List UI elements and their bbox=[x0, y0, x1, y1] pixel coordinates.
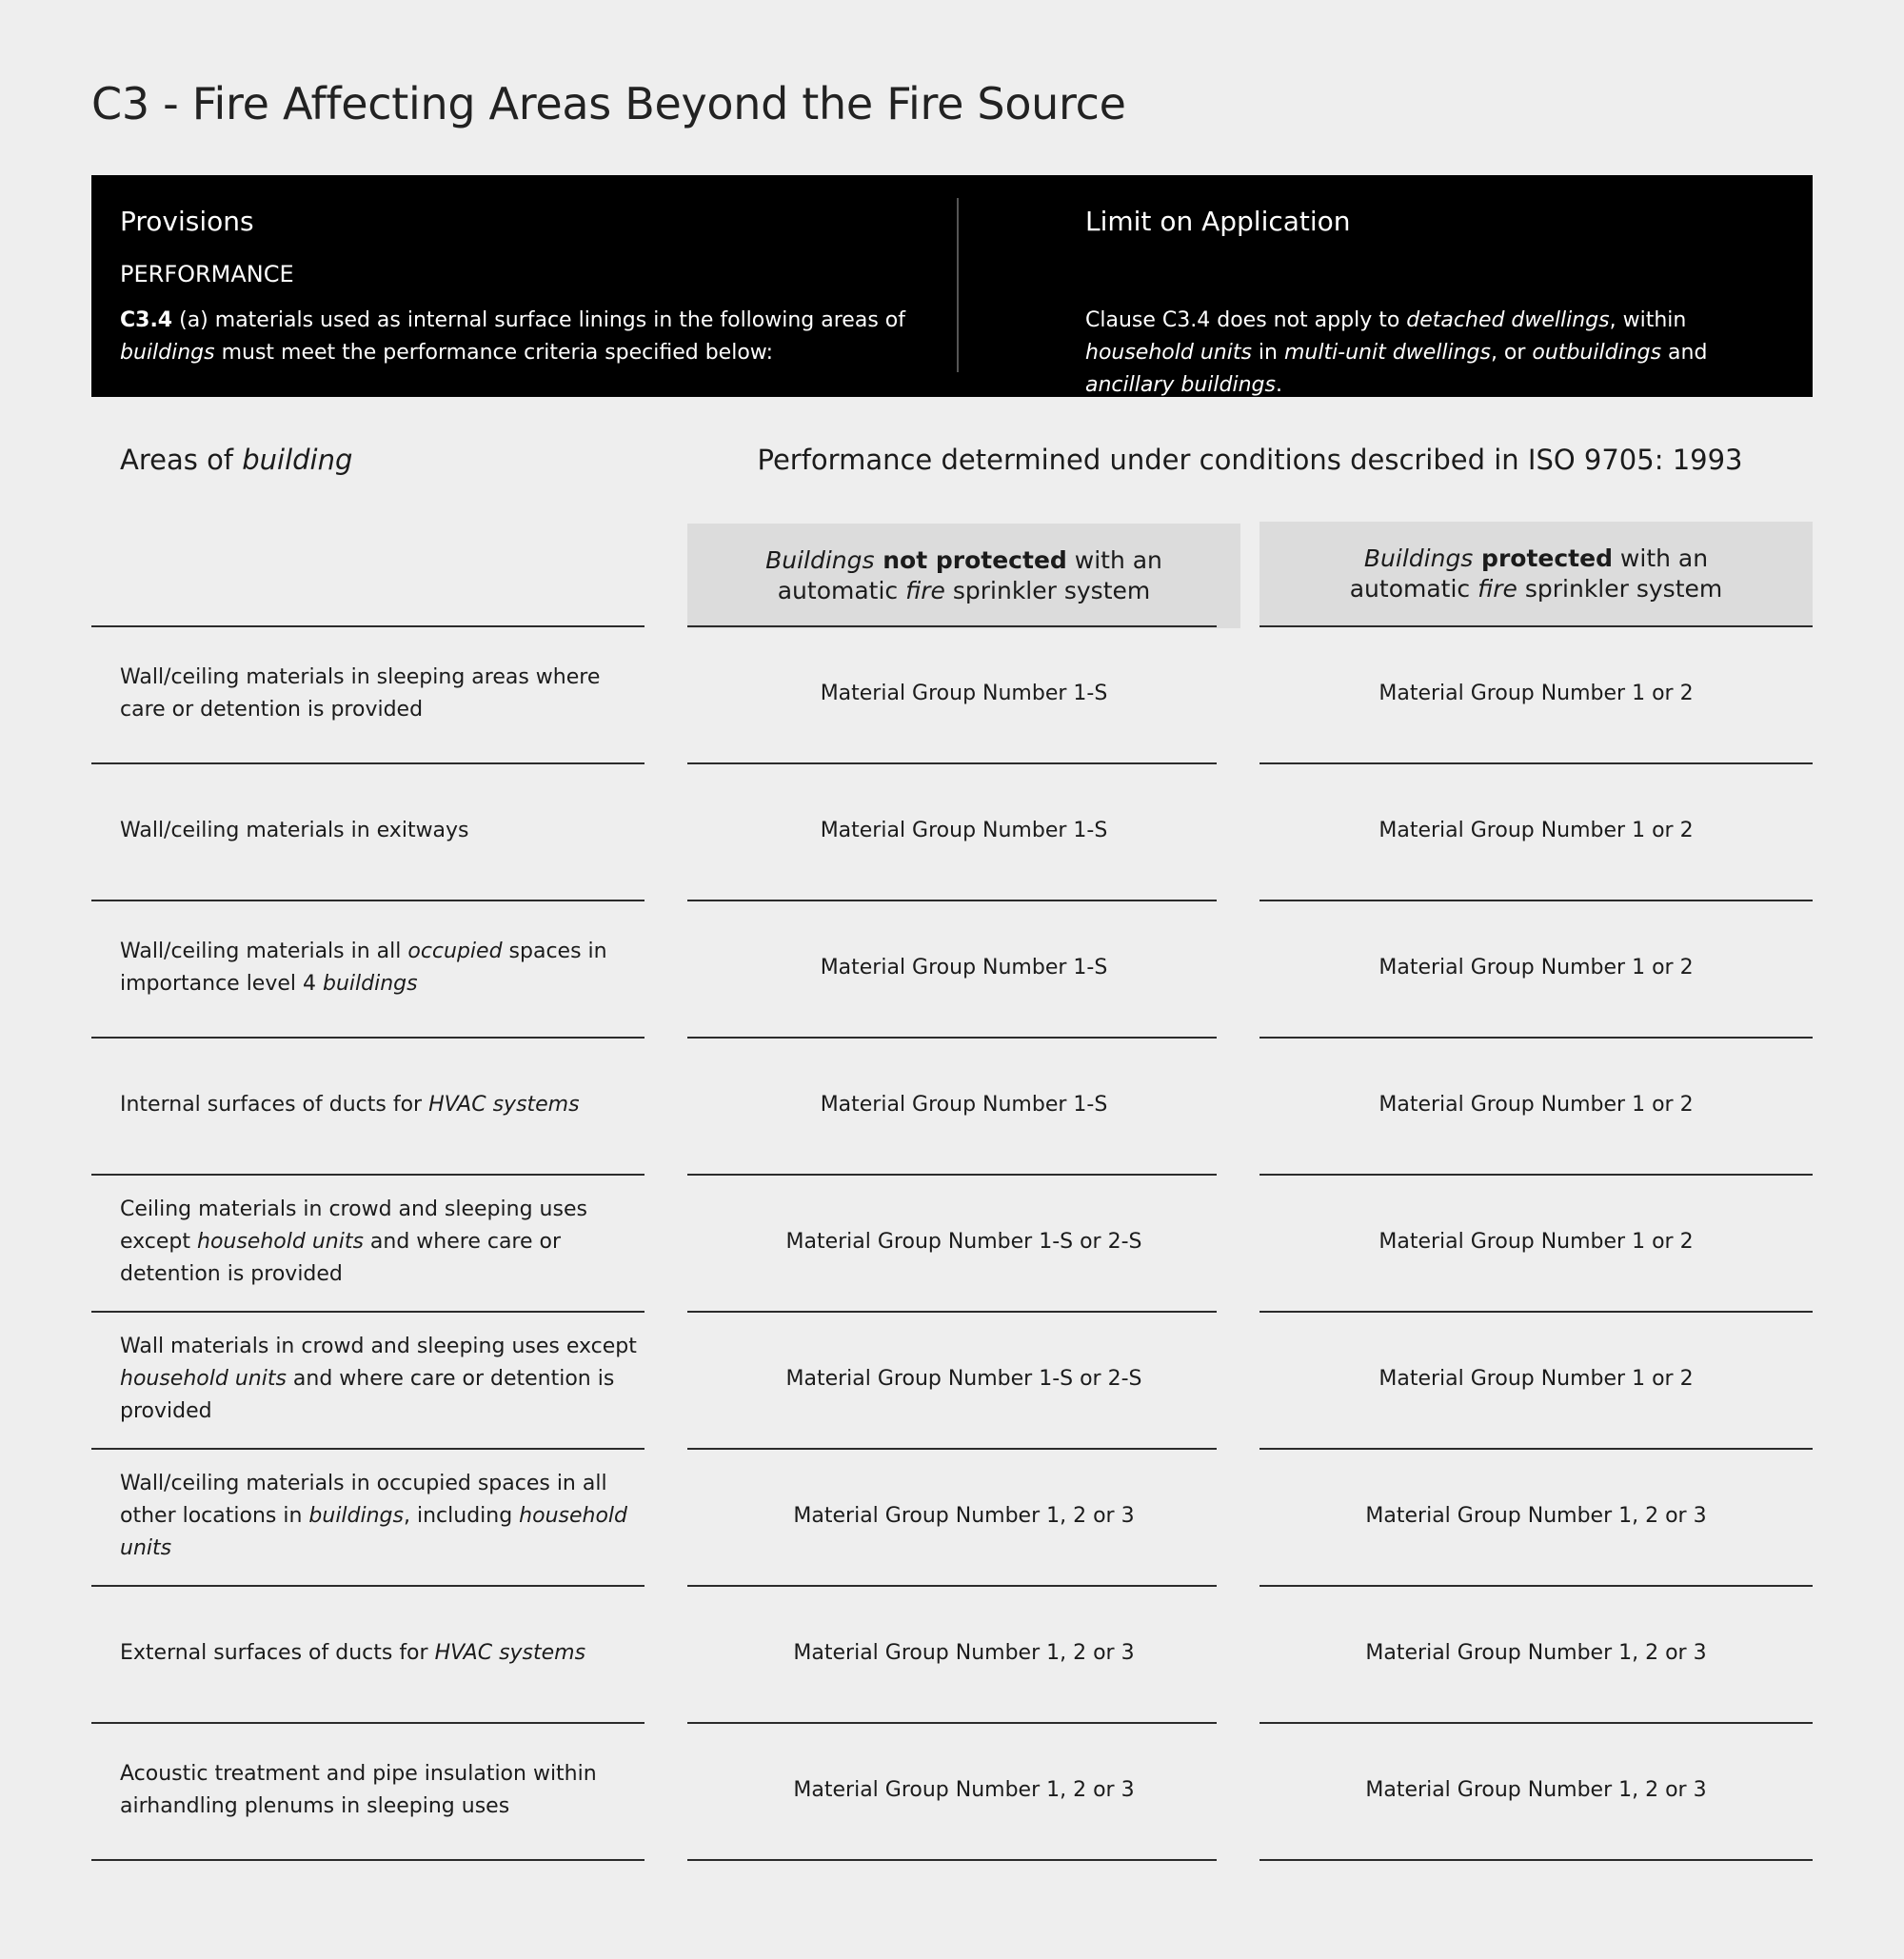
header-defined-term: Buildings bbox=[1363, 544, 1474, 572]
header-emphasis: protected bbox=[1473, 544, 1613, 572]
area-defined-term: HVAC systems bbox=[428, 1093, 580, 1117]
area-cell bbox=[120, 1174, 648, 1311]
limit-text-part: , or bbox=[1490, 341, 1533, 365]
limit-text-part: . bbox=[1275, 373, 1282, 397]
heading-text-part: Areas of bbox=[120, 444, 243, 476]
protected-value-cell: Material Group Number 1 or 2 bbox=[1378, 682, 1694, 705]
area-cell bbox=[120, 1311, 648, 1448]
area-defined-term: household units bbox=[120, 1504, 627, 1560]
panel-divider bbox=[957, 198, 959, 372]
limit-defined-term: detached dwellings bbox=[1406, 308, 1610, 332]
area-text-part: Wall/ceiling materials in all bbox=[120, 940, 408, 963]
row-divider bbox=[91, 1859, 645, 1861]
clause-defined-term: buildings bbox=[120, 341, 215, 365]
not-protected-value-cell: Material Group Number 1, 2 or 3 bbox=[793, 1778, 1135, 1802]
area-text-part: External surfaces of ducts for bbox=[120, 1641, 435, 1665]
not-protected-value-cell: Material Group Number 1-S or 2-S bbox=[785, 1230, 1142, 1254]
provisions-heading: Provisions bbox=[120, 206, 254, 237]
limit-defined-term: household units bbox=[1085, 341, 1252, 365]
area-cell bbox=[120, 1037, 648, 1174]
not-protected-value-cell: Material Group Number 1-S bbox=[820, 819, 1108, 842]
not-protected-value-cell: Material Group Number 1-S bbox=[820, 682, 1108, 705]
area-defined-term: household units bbox=[197, 1230, 364, 1254]
performance-subheading: PERFORMANCE bbox=[120, 261, 294, 287]
clause-text-part: must meet the performance criteria specified below: bbox=[214, 341, 773, 365]
area-cell bbox=[120, 1722, 648, 1859]
not-protected-value-cell: Material Group Number 1-S bbox=[820, 1093, 1108, 1117]
limit-text bbox=[1085, 305, 1790, 402]
protected-value-cell: Material Group Number 1 or 2 bbox=[1378, 1367, 1694, 1391]
header-defined-term: Buildings bbox=[765, 546, 875, 574]
performance-heading: Performance determined under conditions described in ISO 9705: 1993 bbox=[757, 444, 1743, 476]
limit-text-part: in bbox=[1251, 341, 1284, 365]
header-text-part: automatic bbox=[1349, 575, 1478, 603]
area-text-part: Wall/ceiling materials in occupied spaces in all other locations in bbox=[120, 1472, 607, 1528]
area-text-part: and where care or detention is provided bbox=[120, 1230, 562, 1286]
areas-column-heading bbox=[120, 444, 352, 476]
header-defined-term: fire bbox=[1478, 575, 1517, 603]
area-text-part: Acoustic treatment and pipe insulation within airhandling plenums in sleeping uses bbox=[120, 1762, 597, 1818]
area-defined-term: buildings bbox=[323, 972, 418, 996]
area-text-part: , including bbox=[404, 1504, 520, 1528]
provisions-clause-text bbox=[120, 305, 958, 369]
limit-defined-term: outbuildings bbox=[1532, 341, 1662, 365]
protected-value-cell: Material Group Number 1 or 2 bbox=[1378, 956, 1694, 980]
area-text-part: and where care or detention is provided bbox=[120, 1367, 615, 1423]
limit-heading: Limit on Application bbox=[1085, 206, 1351, 237]
header-defined-term: fire bbox=[905, 577, 945, 604]
provisions-panel bbox=[91, 175, 1813, 397]
not-protected-value-cell: Material Group Number 1-S bbox=[820, 956, 1108, 980]
area-cell bbox=[120, 900, 648, 1037]
protected-value-cell: Material Group Number 1 or 2 bbox=[1378, 1093, 1694, 1117]
not-protected-value-cell: Material Group Number 1, 2 or 3 bbox=[793, 1504, 1135, 1528]
clause-text-part: (a) materials used as internal surface linings in the following areas of bbox=[172, 308, 905, 332]
area-cell bbox=[120, 762, 648, 900]
page-title: C3 - Fire Affecting Areas Beyond the Fire Source bbox=[91, 78, 1126, 129]
header-text-part: sprinkler system bbox=[944, 577, 1151, 604]
header-text-part: with an bbox=[1612, 544, 1709, 572]
area-text-part: spaces in importance level 4 bbox=[120, 940, 607, 996]
area-cell bbox=[120, 1585, 648, 1722]
area-text-part: Internal surfaces of ducts for bbox=[120, 1093, 429, 1117]
not-protected-value-cell: Material Group Number 1-S or 2-S bbox=[785, 1367, 1142, 1391]
area-cell bbox=[120, 625, 648, 762]
area-text-part: Wall/ceiling materials in sleeping areas where care or detention is provided bbox=[120, 665, 601, 722]
area-text-part: Ceiling materials in crowd and sleeping uses except bbox=[120, 1197, 587, 1254]
heading-defined-term: building bbox=[242, 444, 353, 476]
limit-defined-term: multi-unit dwellings bbox=[1283, 341, 1491, 365]
limit-text-part: Clause C3.4 does not apply to bbox=[1085, 308, 1407, 332]
area-text-part: Wall materials in crowd and sleeping uses except bbox=[120, 1335, 637, 1358]
area-cell bbox=[120, 1448, 648, 1585]
protected-value-cell: Material Group Number 1 or 2 bbox=[1378, 819, 1694, 842]
header-emphasis: not protected bbox=[874, 546, 1067, 574]
protected-value-cell: Material Group Number 1, 2 or 3 bbox=[1365, 1504, 1707, 1528]
column-header-protected bbox=[1259, 522, 1813, 626]
limit-text-part: , within bbox=[1609, 308, 1687, 332]
area-defined-term: buildings bbox=[308, 1504, 404, 1528]
area-defined-term: HVAC systems bbox=[434, 1641, 586, 1665]
row-divider bbox=[1259, 1859, 1813, 1861]
clause-reference: C3.4 bbox=[120, 308, 173, 332]
column-header-not-protected bbox=[687, 524, 1240, 628]
limit-text-part: and bbox=[1661, 341, 1708, 365]
header-text-part: with an bbox=[1066, 546, 1162, 574]
area-defined-term: occupied bbox=[407, 940, 503, 963]
area-text-part: Wall/ceiling materials in exitways bbox=[120, 819, 469, 842]
header-text-part: sprinkler system bbox=[1517, 575, 1723, 603]
row-divider bbox=[687, 1859, 1217, 1861]
limit-defined-term: ancillary buildings bbox=[1085, 373, 1276, 397]
not-protected-value-cell: Material Group Number 1, 2 or 3 bbox=[793, 1641, 1135, 1665]
header-text-part: automatic bbox=[777, 577, 906, 604]
protected-value-cell: Material Group Number 1 or 2 bbox=[1378, 1230, 1694, 1254]
area-defined-term: household units bbox=[120, 1367, 287, 1391]
protected-value-cell: Material Group Number 1, 2 or 3 bbox=[1365, 1641, 1707, 1665]
protected-value-cell: Material Group Number 1, 2 or 3 bbox=[1365, 1778, 1707, 1802]
